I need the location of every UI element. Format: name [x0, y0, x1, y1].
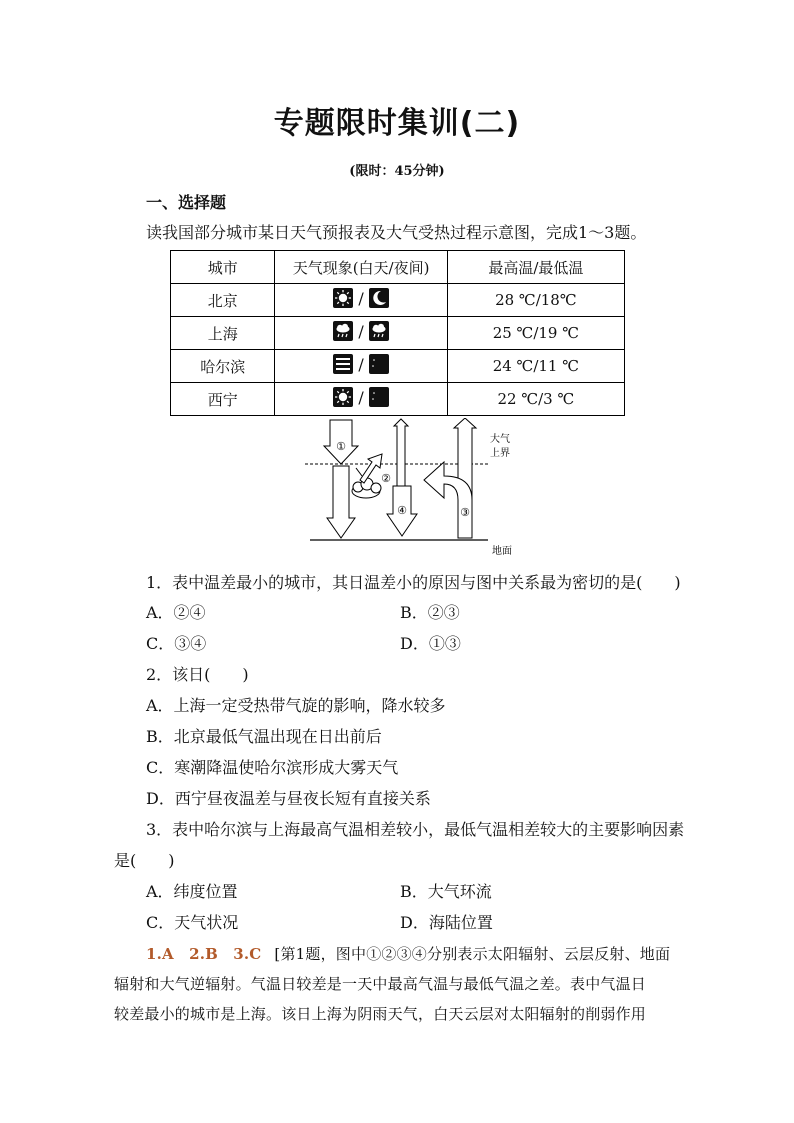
answer-explanation-start: [第1题，图中①②③④分别表示太阳辐射、云层反射、地面: [274, 945, 671, 963]
sunny-icon: [333, 387, 353, 407]
clear-night-moon-icon: [369, 387, 389, 407]
question-1-option-c[interactable]: C．③④: [146, 634, 207, 653]
table-row: [171, 284, 625, 317]
question-1-option-a[interactable]: A．②④: [146, 603, 206, 622]
question-3-stem-line2: 是( ): [114, 851, 175, 870]
question-2-stem: 2．该日( ): [146, 665, 249, 684]
page-title: 专题限时集训(二): [273, 106, 521, 141]
label-2: ②: [381, 472, 391, 485]
question-3-option-a[interactable]: A．纬度位置: [146, 882, 238, 901]
reflection-tail: [356, 468, 362, 476]
question-3-option-b[interactable]: B．大气环流: [400, 882, 492, 901]
answer-key: 1.A 2.B 3.C: [146, 945, 262, 963]
question-1-option-b[interactable]: B．②③: [400, 603, 460, 622]
cloud-reflection-arrow: [360, 454, 382, 483]
label-3: ③: [460, 506, 470, 519]
question-1-option-d[interactable]: D．①③: [400, 634, 461, 653]
time-limit: (限时：45分钟): [349, 164, 445, 179]
temperature-cell: 24 ℃/11 ℃: [447, 350, 624, 383]
weather-separator: /: [358, 354, 364, 374]
city-cell: 北京: [171, 284, 275, 317]
rain-icon: [369, 321, 389, 341]
question-3-option-d[interactable]: D．海陆位置: [400, 913, 493, 932]
answer-line-1: [146, 943, 670, 964]
clear-night-moon-icon: [369, 354, 389, 374]
table-row: [171, 383, 625, 416]
question-2-option-c[interactable]: C．寒潮降温使哈尔滨形成大雾天气: [146, 758, 399, 777]
solar-radiation-arrow: [327, 466, 355, 538]
table-row: [171, 317, 625, 350]
weather-cell: [275, 350, 447, 383]
table-row: [171, 350, 625, 383]
label-1: ①: [336, 440, 346, 453]
question-1-stem: 1．表中温差最小的城市，其日温差小的原因与图中关系最为密切的是( ): [146, 573, 681, 592]
city-cell: 上海: [171, 317, 275, 350]
section-heading: 一、选择题: [146, 193, 227, 212]
weather-table: [170, 250, 625, 416]
fog-icon: [333, 354, 353, 374]
question-2-option-b[interactable]: B．北京最低气温出现在日出前后: [146, 727, 382, 746]
atmospheric-up-arrow: [394, 419, 408, 488]
temperature-cell: 25 ℃/19 ℃: [447, 317, 624, 350]
question-3-stem-line1: 3．表中哈尔滨与上海最高气温相差较小，最低气温相差较大的主要影响因素: [146, 820, 685, 839]
rain-icon: [333, 321, 353, 341]
label-4: ④: [397, 504, 407, 517]
answer-line-2: 辐射和大气逆辐射。气温日较差是一天中最高气温与最低气温之差。表中气温日: [114, 975, 647, 993]
header-temperature: 最高温/最低温: [447, 251, 624, 284]
weather-separator: /: [358, 288, 364, 308]
weather-separator: /: [358, 387, 364, 407]
question-3-option-c[interactable]: C．天气状况: [146, 913, 239, 932]
ground-label: 地面: [492, 546, 512, 557]
cloud-icon: [352, 478, 381, 498]
question-2-option-a[interactable]: A．上海一定受热带气旋的影响，降水较多: [146, 696, 446, 715]
weather-separator: /: [358, 321, 364, 341]
city-cell: 西宁: [171, 383, 275, 416]
question-2-option-d[interactable]: D．西宁昼夜温差与昼夜长短有直接关系: [146, 789, 431, 808]
table-header-row: [171, 251, 625, 284]
clear-night-moon-icon: [369, 288, 389, 308]
temperature-cell: 28 ℃/18℃: [447, 284, 624, 317]
atmosphere-heating-diagram: [300, 418, 525, 560]
city-cell: 哈尔滨: [171, 350, 275, 383]
weather-cell: [275, 284, 447, 317]
atmosphere-top-label-1: 大气: [490, 434, 510, 445]
section-intro: 读我国部分城市某日天气预报表及大气受热过程示意图，完成1～3题。: [146, 223, 647, 242]
weather-cell: [275, 317, 447, 350]
atmosphere-top-label-2: 上界: [490, 448, 510, 459]
answer-line-3: 较差最小的城市是上海。该日上海为阴雨天气，白天云层对太阳辐射的削弱作用: [114, 1005, 647, 1023]
header-city: 城市: [171, 251, 275, 284]
sunny-icon: [333, 288, 353, 308]
weather-cell: [275, 383, 447, 416]
header-weather: 天气现象(白天/夜间): [275, 251, 447, 284]
temperature-cell: 22 ℃/3 ℃: [447, 383, 624, 416]
